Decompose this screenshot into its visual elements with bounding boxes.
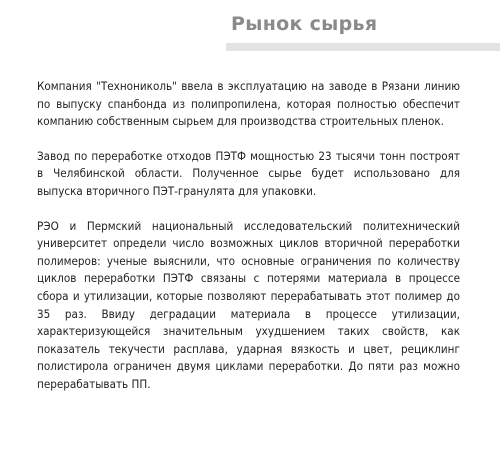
news-paragraph-2: Завод по переработке отходов ПЭТФ мощностью 23 тысячи тонн построят в Челябинской области. Полученное сырье будет использовано для выпуска вторичного ПЭТ-гранулята для упаковки. xyxy=(37,148,460,198)
page-header xyxy=(0,0,500,50)
news-paragraph-1: Компания "Технониколь" ввела в эксплуатацию на заводе в Рязани линию по выпуску спанбонда из полипропилена, которая полностью обеспечит компанию собственным сырьем для производства строительных пленок. xyxy=(37,79,460,129)
section-heading: Рынок сырья xyxy=(231,13,378,35)
news-paragraph-3: РЭО и Пермский национальный исследовательский политехнический университет определи число возможных циклов вторичной переработки полимеров: ученые выяснили, что основные ограничения по количеству циклов переработки ПЭТФ связаны с потерями материала в процессе сбора и утилизации, которые позволяют перерабатывать этот полимер до 35 раз. Ввиду деградации материала в процессе утилизации, характеризующейся значительным ухудшением таких свойств, как показатель текучести расплава, ударная вязкость и цвет, рециклинг полистирола ограничен двумя циклами переработки. До пяти раз можно перерабатывать ПП. xyxy=(37,218,460,391)
heading-underline xyxy=(226,43,500,51)
article-body xyxy=(37,78,460,394)
